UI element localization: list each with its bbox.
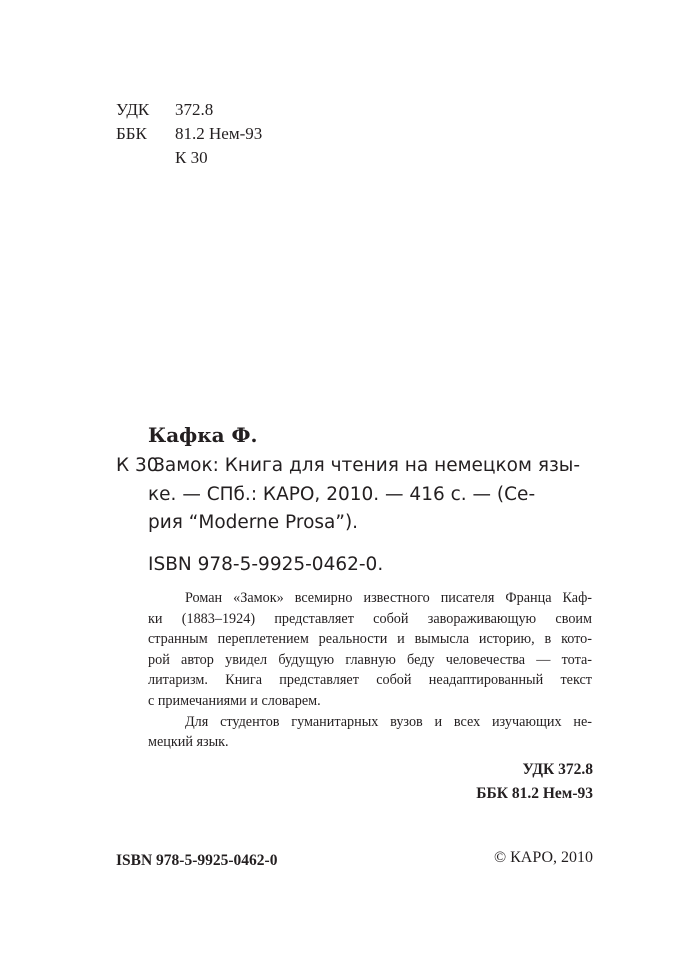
annotation-line: странным переплетением реальности и вымысла историю, в кото- [148,631,592,648]
isbn-footer: ISBN 978-5-9925-0462-0 [116,852,278,869]
bbk-value: 81.2 Нем-93 [175,124,263,143]
udk-value: 372.8 [175,100,214,119]
annotation-line: ки (1883–1924) представляет собой завораживающую своим [148,610,592,627]
bottom-bbk: ББК 81.2 Нем-93 [476,785,593,802]
biblio-line-3: рия “Moderne Prosa”). [148,512,359,533]
annotation-line: Для студентов гуманитарных вузов и всех изучающих не- [185,713,592,730]
udk-label: УДК [116,100,150,119]
annotation [148,588,592,753]
biblio-title-line: Замок: Книга для чтения на немецком язы- [153,455,581,476]
annotation-line: литаризм. Книга представляет собой неадаптированный текст [148,672,592,689]
udk-row [116,98,262,122]
classification-block [116,98,262,170]
author-code: К 30 [116,455,159,476]
annotation-line: с примечаниями и словарем. [148,692,321,709]
bottom-classification [476,758,593,806]
author-heading: Кафка Ф. [148,423,258,447]
isbn-main: ISBN 978-5-9925-0462-0. [148,554,384,575]
annotation-line: рой автор увидел будущую главную беду человечества — тота- [148,651,592,668]
bbk-label: ББК [116,124,147,143]
bbk-row [116,122,262,146]
annotation-line: мецкий язык. [148,734,229,751]
copyright-notice: © КАРО, 2010 [493,849,593,866]
author-mark-row [116,146,262,170]
annotation-line: Роман «Замок» всемирно известного писателя Франца Каф- [185,590,592,606]
bottom-udk: УДК 372.8 [522,761,593,778]
biblio-line-2: ке. — СПб.: КАРО, 2010. — 416 с. — (Се- [148,483,536,505]
bibliographic-description [116,452,596,538]
biblio-line-1 [116,452,596,481]
author-mark: К 30 [175,148,208,167]
